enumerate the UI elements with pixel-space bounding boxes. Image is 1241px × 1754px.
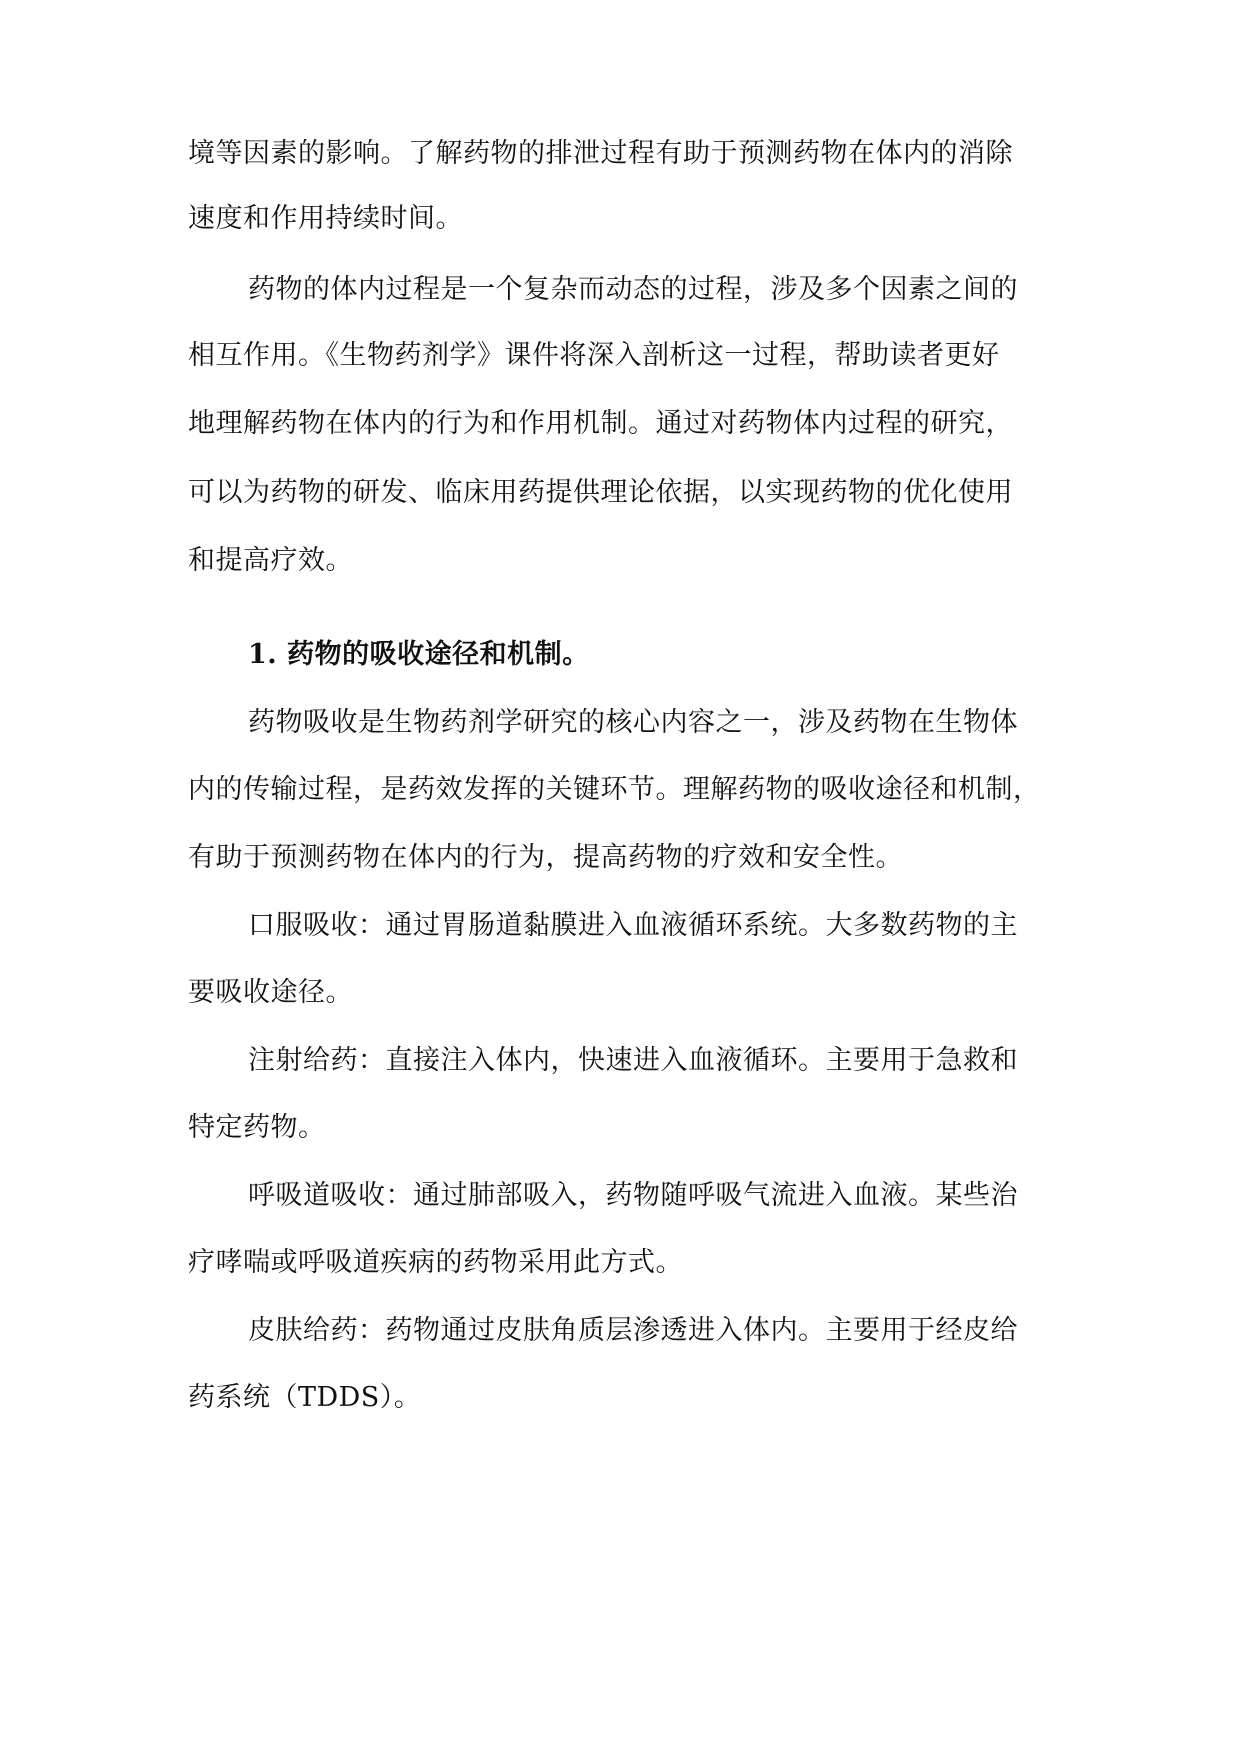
text-line: 内的传输过程，是药效发挥的关键环节。理解药物的吸收途径和机制， (188, 774, 1041, 805)
text-line: 境等因素的影响。了解药物的排泄过程有助于预测药物在体内的消除 (188, 138, 1013, 169)
text-line: 药物的体内过程是一个复杂而动态的过程，涉及多个因素之间的 (248, 274, 1018, 305)
text-line: 地理解药物在体内的行为和作用机制。通过对药物体内过程的研究， (188, 408, 1013, 439)
section-heading: 1. 药物的吸收途径和机制。 (248, 639, 590, 670)
text-line: 呼吸道吸收：通过肺部吸入，药物随呼吸气流进入血液。某些治 (248, 1180, 1018, 1211)
text-line: 注射给药：直接注入体内，快速进入血液循环。主要用于急救和 (248, 1045, 1018, 1076)
text-line: 相互作用。《生物药剂学》课件将深入剖析这一过程，帮助读者更好 (188, 340, 1000, 371)
text-line: 药系统（TDDS）。 (188, 1382, 422, 1413)
text-line: 速度和作用持续时间。 (188, 203, 463, 234)
text-line: 可以为药物的研发、临床用药提供理论依据，以实现药物的优化使用 (188, 477, 1013, 508)
text-line: 口服吸收：通过胃肠道黏膜进入血液循环系统。大多数药物的主 (248, 910, 1018, 941)
text-line: 要吸收途径。 (188, 977, 353, 1008)
text-line: 特定药物。 (188, 1112, 326, 1143)
text-line: 药物吸收是生物药剂学研究的核心内容之一，涉及药物在生物体 (248, 707, 1018, 738)
text-line: 皮肤给药：药物通过皮肤角质层渗透进入体内。主要用于经皮给 (248, 1315, 1018, 1346)
text-line: 有助于预测药物在体内的行为，提高药物的疗效和安全性。 (188, 842, 903, 873)
text-line: 疗哮喘或呼吸道疾病的药物采用此方式。 (188, 1247, 683, 1278)
text-line: 和提高疗效。 (188, 545, 353, 576)
